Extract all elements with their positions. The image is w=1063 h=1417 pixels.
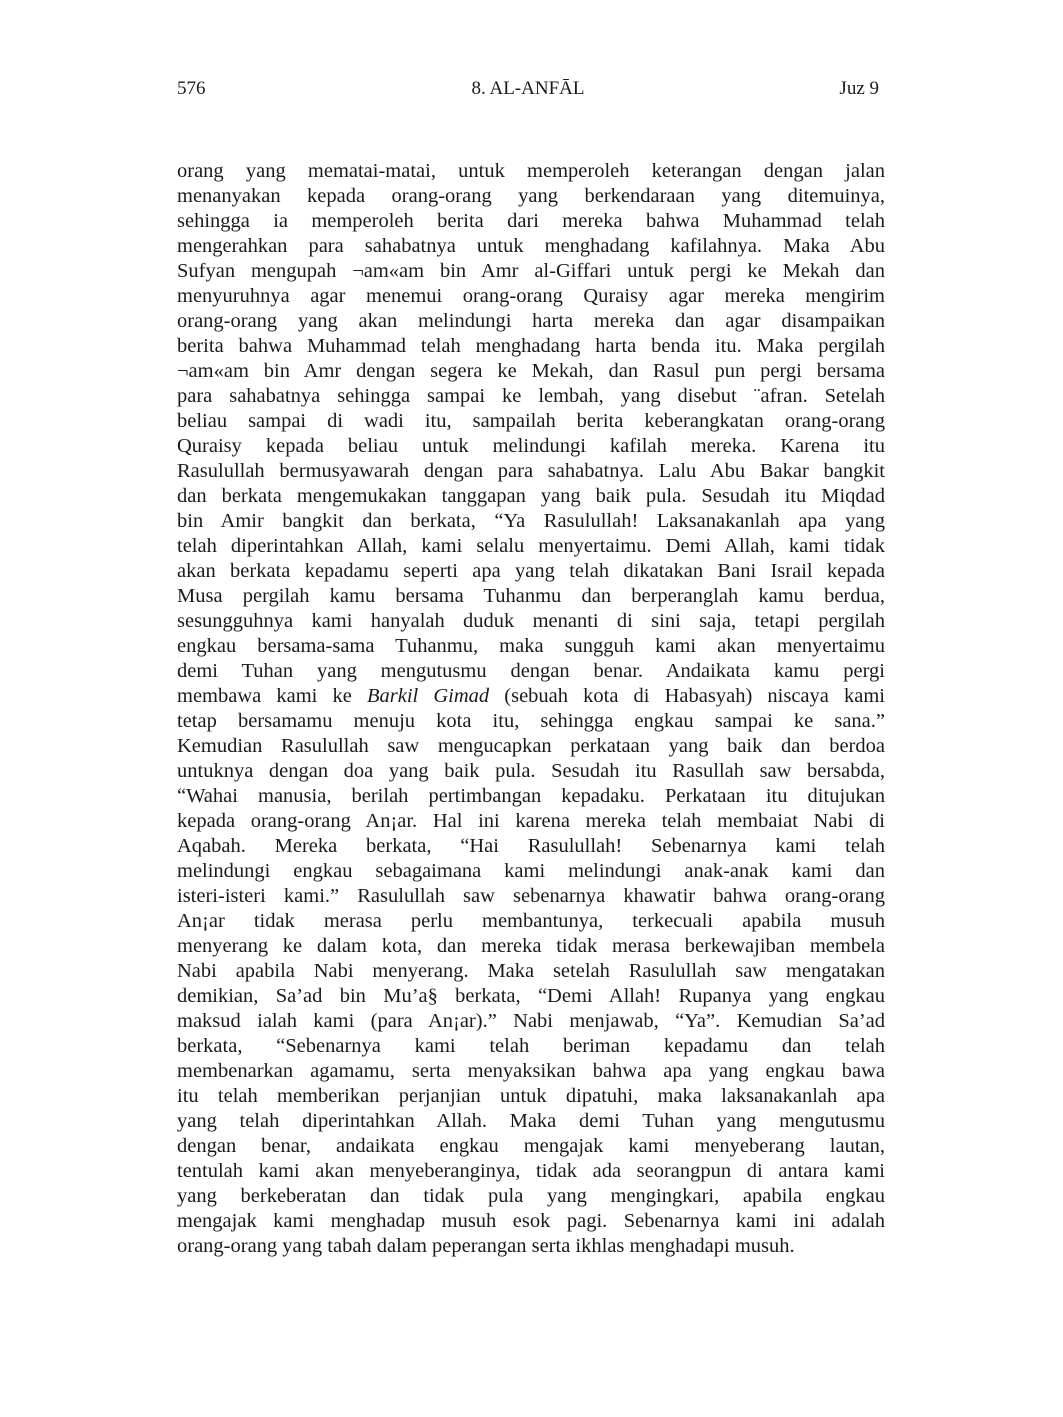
text-line: orang-orang yang akan melindungi harta mereka dan agar disampaikan <box>177 310 885 332</box>
text-line: itu telah memberikan perjanjian untuk dipatuhi, maka laksanakanlah apa <box>177 1085 885 1107</box>
text-line: sesungguhnya kami hanyalah duduk menanti di sini saja, tetapi pergilah <box>177 610 885 632</box>
text-line: akan berkata kepadamu seperti apa yang telah dikatakan Bani Israil kepada <box>177 560 885 582</box>
text-line: sehingga ia memperoleh berita dari mereka bahwa Muhammad telah <box>177 210 885 232</box>
text-line: para sahabatnya sehingga sampai ke lembah, yang disebut ¨afran. Setelah <box>177 385 885 407</box>
text-line: orang yang mematai-matai, untuk memperoleh keterangan dengan jalan <box>177 160 885 182</box>
text-line: tentulah kami akan menyeberanginya, tidak ada seorangpun di antara kami <box>177 1160 885 1182</box>
text-line: menyuruhnya agar menemui orang-orang Quraisy agar mereka mengirim <box>177 285 885 307</box>
text-line: An¡ar tidak merasa perlu membantunya, terkecuali apabila musuh <box>177 910 885 932</box>
text-line: beliau sampai di wadi itu, sampailah berita keberangkatan orang-orang <box>177 410 885 432</box>
text-line: membenarkan agamamu, serta menyaksikan bahwa apa yang engkau bawa <box>177 1060 885 1082</box>
text-line: dan berkata mengemukakan tanggapan yang baik pula. Sesudah itu Miqdad <box>177 485 885 507</box>
text-line: Nabi apabila Nabi menyerang. Maka setelah Rasulullah saw mengatakan <box>177 960 885 982</box>
text-line: demikian, Sa’ad bin Mu’a§ berkata, “Demi Allah! Rupanya yang engkau <box>177 985 885 1007</box>
text-line: Musa pergilah kamu bersama Tuhanmu dan berperanglah kamu berdua, <box>177 585 885 607</box>
text-line: demi Tuhan yang mengutusmu dengan benar. Andaikata kamu pergi <box>177 660 885 682</box>
text-line: menanyakan kepada orang-orang yang berkendaraan yang ditemuinya, <box>177 185 885 207</box>
text-line-with-italic <box>177 684 885 709</box>
page-number: 576 <box>177 78 206 99</box>
text-line: Rasulullah bermusyawarah dengan para sahabatnya. Lalu Abu Bakar bangkit <box>177 460 885 482</box>
text-line: mengajak kami menghadap musuh esok pagi. Sebenarnya kami ini adalah <box>177 1210 885 1232</box>
page-header <box>177 76 879 102</box>
text-line: berita bahwa Muhammad telah menghadang harta benda itu. Maka pergilah <box>177 335 885 357</box>
text-line: Aqabah. Mereka berkata, “Hai Rasulullah! Sebenarnya kami telah <box>177 835 885 857</box>
text-line: berkata, “Sebenarnya kami telah beriman kepadamu dan telah <box>177 1035 885 1057</box>
text-line: Kemudian Rasulullah saw mengucapkan perkataan yang baik dan berdoa <box>177 735 885 757</box>
body-paragraph <box>177 159 885 1259</box>
text-line: telah diperintahkan Allah, kami selalu menyertaimu. Demi Allah, kami tidak <box>177 535 885 557</box>
text-line: menyerang ke dalam kota, dan mereka tidak merasa berkewajiban membela <box>177 935 885 957</box>
text-line: bin Amir bangkit dan berkata, “Ya Rasulullah! Laksanakanlah apa yang <box>177 510 885 532</box>
text-line: “Wahai manusia, berilah pertimbangan kepadaku. Perkataan itu ditujukan <box>177 785 885 807</box>
text-line: orang-orang yang tabah dalam peperangan serta ikhlas menghadapi musuh. <box>177 1235 795 1257</box>
text-line: Quraisy kepada beliau untuk melindungi kafilah mereka. Karena itu <box>177 435 885 457</box>
text-line: Sufyan mengupah ¬am«am bin Amr al-Giffari untuk pergi ke Mekah dan <box>177 260 885 282</box>
text-line: isteri-isteri kami.” Rasulullah saw sebenarnya khawatir bahwa orang-orang <box>177 885 885 907</box>
text-line: ¬am«am bin Amr dengan segera ke Mekah, dan Rasul pun pergi bersama <box>177 360 885 382</box>
text-line: mengerahkan para sahabatnya untuk menghadang kafilahnya. Maka Abu <box>177 235 885 257</box>
text-line: maksud ialah kami (para An¡ar).” Nabi menjawab, “Ya”. Kemudian Sa’ad <box>177 1010 885 1032</box>
text-line: untuknya dengan doa yang baik pula. Sesudah itu Rasullah saw bersabda, <box>177 760 885 782</box>
chapter-title: 8. AL-ANFĀL <box>471 78 585 99</box>
text-line: engkau bersama-sama Tuhanmu, maka sungguh kami akan menyertaimu <box>177 635 885 657</box>
text-line: kepada orang-orang An¡ar. Hal ini karena mereka telah membaiat Nabi di <box>177 810 885 832</box>
text-line: yang berkeberatan dan tidak pula yang mengingkari, apabila engkau <box>177 1185 885 1207</box>
text-line: dengan benar, andaikata engkau mengajak kami menyeberang lautan, <box>177 1135 885 1157</box>
text-line: yang telah diperintahkan Allah. Maka demi Tuhan yang mengutusmu <box>177 1110 885 1132</box>
italic-place-name: Barkil Gimad <box>366 685 490 707</box>
text-segment: (sebuah kota di Habasyah) niscaya kami <box>489 685 885 707</box>
text-line: melindungi engkau sebagaimana kami melindungi anak-anak kami dan <box>177 860 885 882</box>
text-segment: membawa kami ke <box>177 685 367 707</box>
juz-label: Juz 9 <box>839 78 879 99</box>
text-line: tetap bersamamu menuju kota itu, sehingga engkau sampai ke sana.” <box>177 710 885 732</box>
